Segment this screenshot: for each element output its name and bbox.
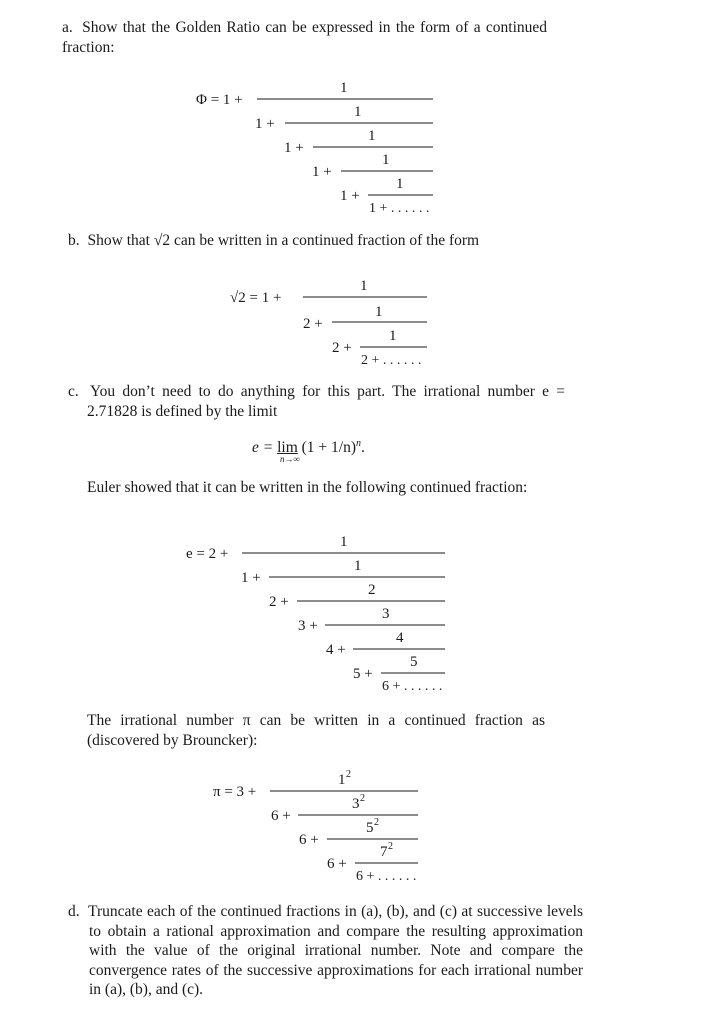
e-numerator: 2	[368, 582, 376, 598]
e-tail: 6 + . . . . . .	[382, 679, 443, 694]
part-a-marker: a.	[62, 19, 73, 36]
limit-end: .	[361, 439, 365, 457]
golden-ratio-lhs: Φ = 1 +	[196, 92, 243, 108]
part-d-marker: d.	[68, 903, 80, 920]
golden-ratio-numerator: 1	[340, 80, 348, 96]
limit-operator: lim	[277, 439, 298, 457]
golden-ratio-plus-term: 1 +	[255, 116, 275, 132]
part-d-text: Truncate each of the continued fractions in (a), (b), and (c) at successive levels to obtain a rational approximation and compare the resulting approximation with the value of the original irrational number. Note and compare the convergence rates of the successive approximations for each irrational number in (a), (b), and (c).	[88, 903, 584, 998]
golden-ratio-plus-term: 1 +	[340, 188, 360, 204]
e-numerator: 1	[354, 558, 362, 574]
pi-numerator-base: 7	[380, 844, 388, 860]
euler-text: Euler showed that it can be written in the following continued fraction:	[87, 479, 528, 496]
part-b-text-before: Show that	[87, 232, 154, 249]
sqrt2-tail: 2 + . . . . . .	[361, 353, 422, 368]
pi-lhs: π = 3 +	[213, 784, 257, 800]
part-b-marker: b.	[68, 232, 80, 249]
limit-exponent: n	[356, 438, 362, 449]
part-a-text: Show that the Golden Ratio can be expressed in the form of a continued fraction:	[62, 19, 548, 56]
pi-numerator-exponent: 2	[346, 769, 351, 780]
pi-numerator-base: 5	[366, 820, 374, 836]
e-lhs: e = 2 +	[186, 546, 229, 562]
pi-plus-term: 6 +	[271, 808, 291, 824]
e-numerator: 1	[340, 534, 348, 550]
sqrt2-inline: √2	[153, 232, 171, 249]
e-plus-term: 1 +	[241, 570, 261, 586]
golden-ratio-numerator: 1	[382, 152, 390, 168]
golden-ratio-tail: 1 + . . . . . .	[369, 201, 430, 216]
part-c-text: You don’t need to do anything for this part. The irrational number e = 2.71828 is defined by the limit	[87, 383, 565, 420]
pi-numerator-exponent: 2	[360, 793, 365, 804]
limit-expression: (1 + 1/n)	[301, 439, 357, 457]
limit-subscript: n→∞	[280, 454, 300, 464]
e-numerator: 3	[382, 606, 390, 622]
sqrt2-plus-term: 2 +	[303, 316, 323, 332]
part-c-marker: c.	[68, 383, 79, 400]
golden-ratio-plus-term: 1 +	[312, 164, 332, 180]
sqrt2-plus-term: 2 +	[332, 340, 352, 356]
e-plus-term: 2 +	[269, 594, 289, 610]
part-d-paragraph	[68, 902, 583, 1000]
pi-numerator-exponent: 2	[374, 817, 379, 828]
e-numerator: 4	[396, 630, 404, 646]
sqrt2-numerator: 1	[389, 328, 397, 344]
pi-numerator-base: 3	[352, 796, 360, 812]
e-plus-term: 5 +	[353, 666, 373, 682]
pi-plus-term: 6 +	[299, 832, 319, 848]
part-b-text-after: can be written in a continued fraction of the form	[170, 232, 480, 249]
pi-numerator-exponent: 2	[388, 841, 393, 852]
pi-tail: 6 + . . . . . .	[356, 869, 417, 884]
golden-ratio-numerator: 1	[368, 128, 376, 144]
e-plus-term: 4 +	[326, 642, 346, 658]
pi-text: The irrational number π can be written in a continued fraction as (discovered by Brouncker):	[87, 712, 545, 749]
sqrt2-numerator: 1	[375, 304, 383, 320]
golden-ratio-plus-term: 1 +	[284, 140, 304, 156]
golden-ratio-numerator: 1	[354, 104, 362, 120]
sqrt2-lhs: √2 = 1 +	[230, 290, 282, 306]
limit-lhs: e =	[252, 439, 278, 457]
e-numerator: 5	[410, 654, 418, 670]
e-plus-term: 3 +	[298, 618, 318, 634]
sqrt2-numerator: 1	[360, 278, 368, 294]
pi-plus-term: 6 +	[327, 856, 347, 872]
pi-numerator-base: 1	[338, 772, 346, 788]
golden-ratio-numerator: 1	[396, 176, 404, 192]
